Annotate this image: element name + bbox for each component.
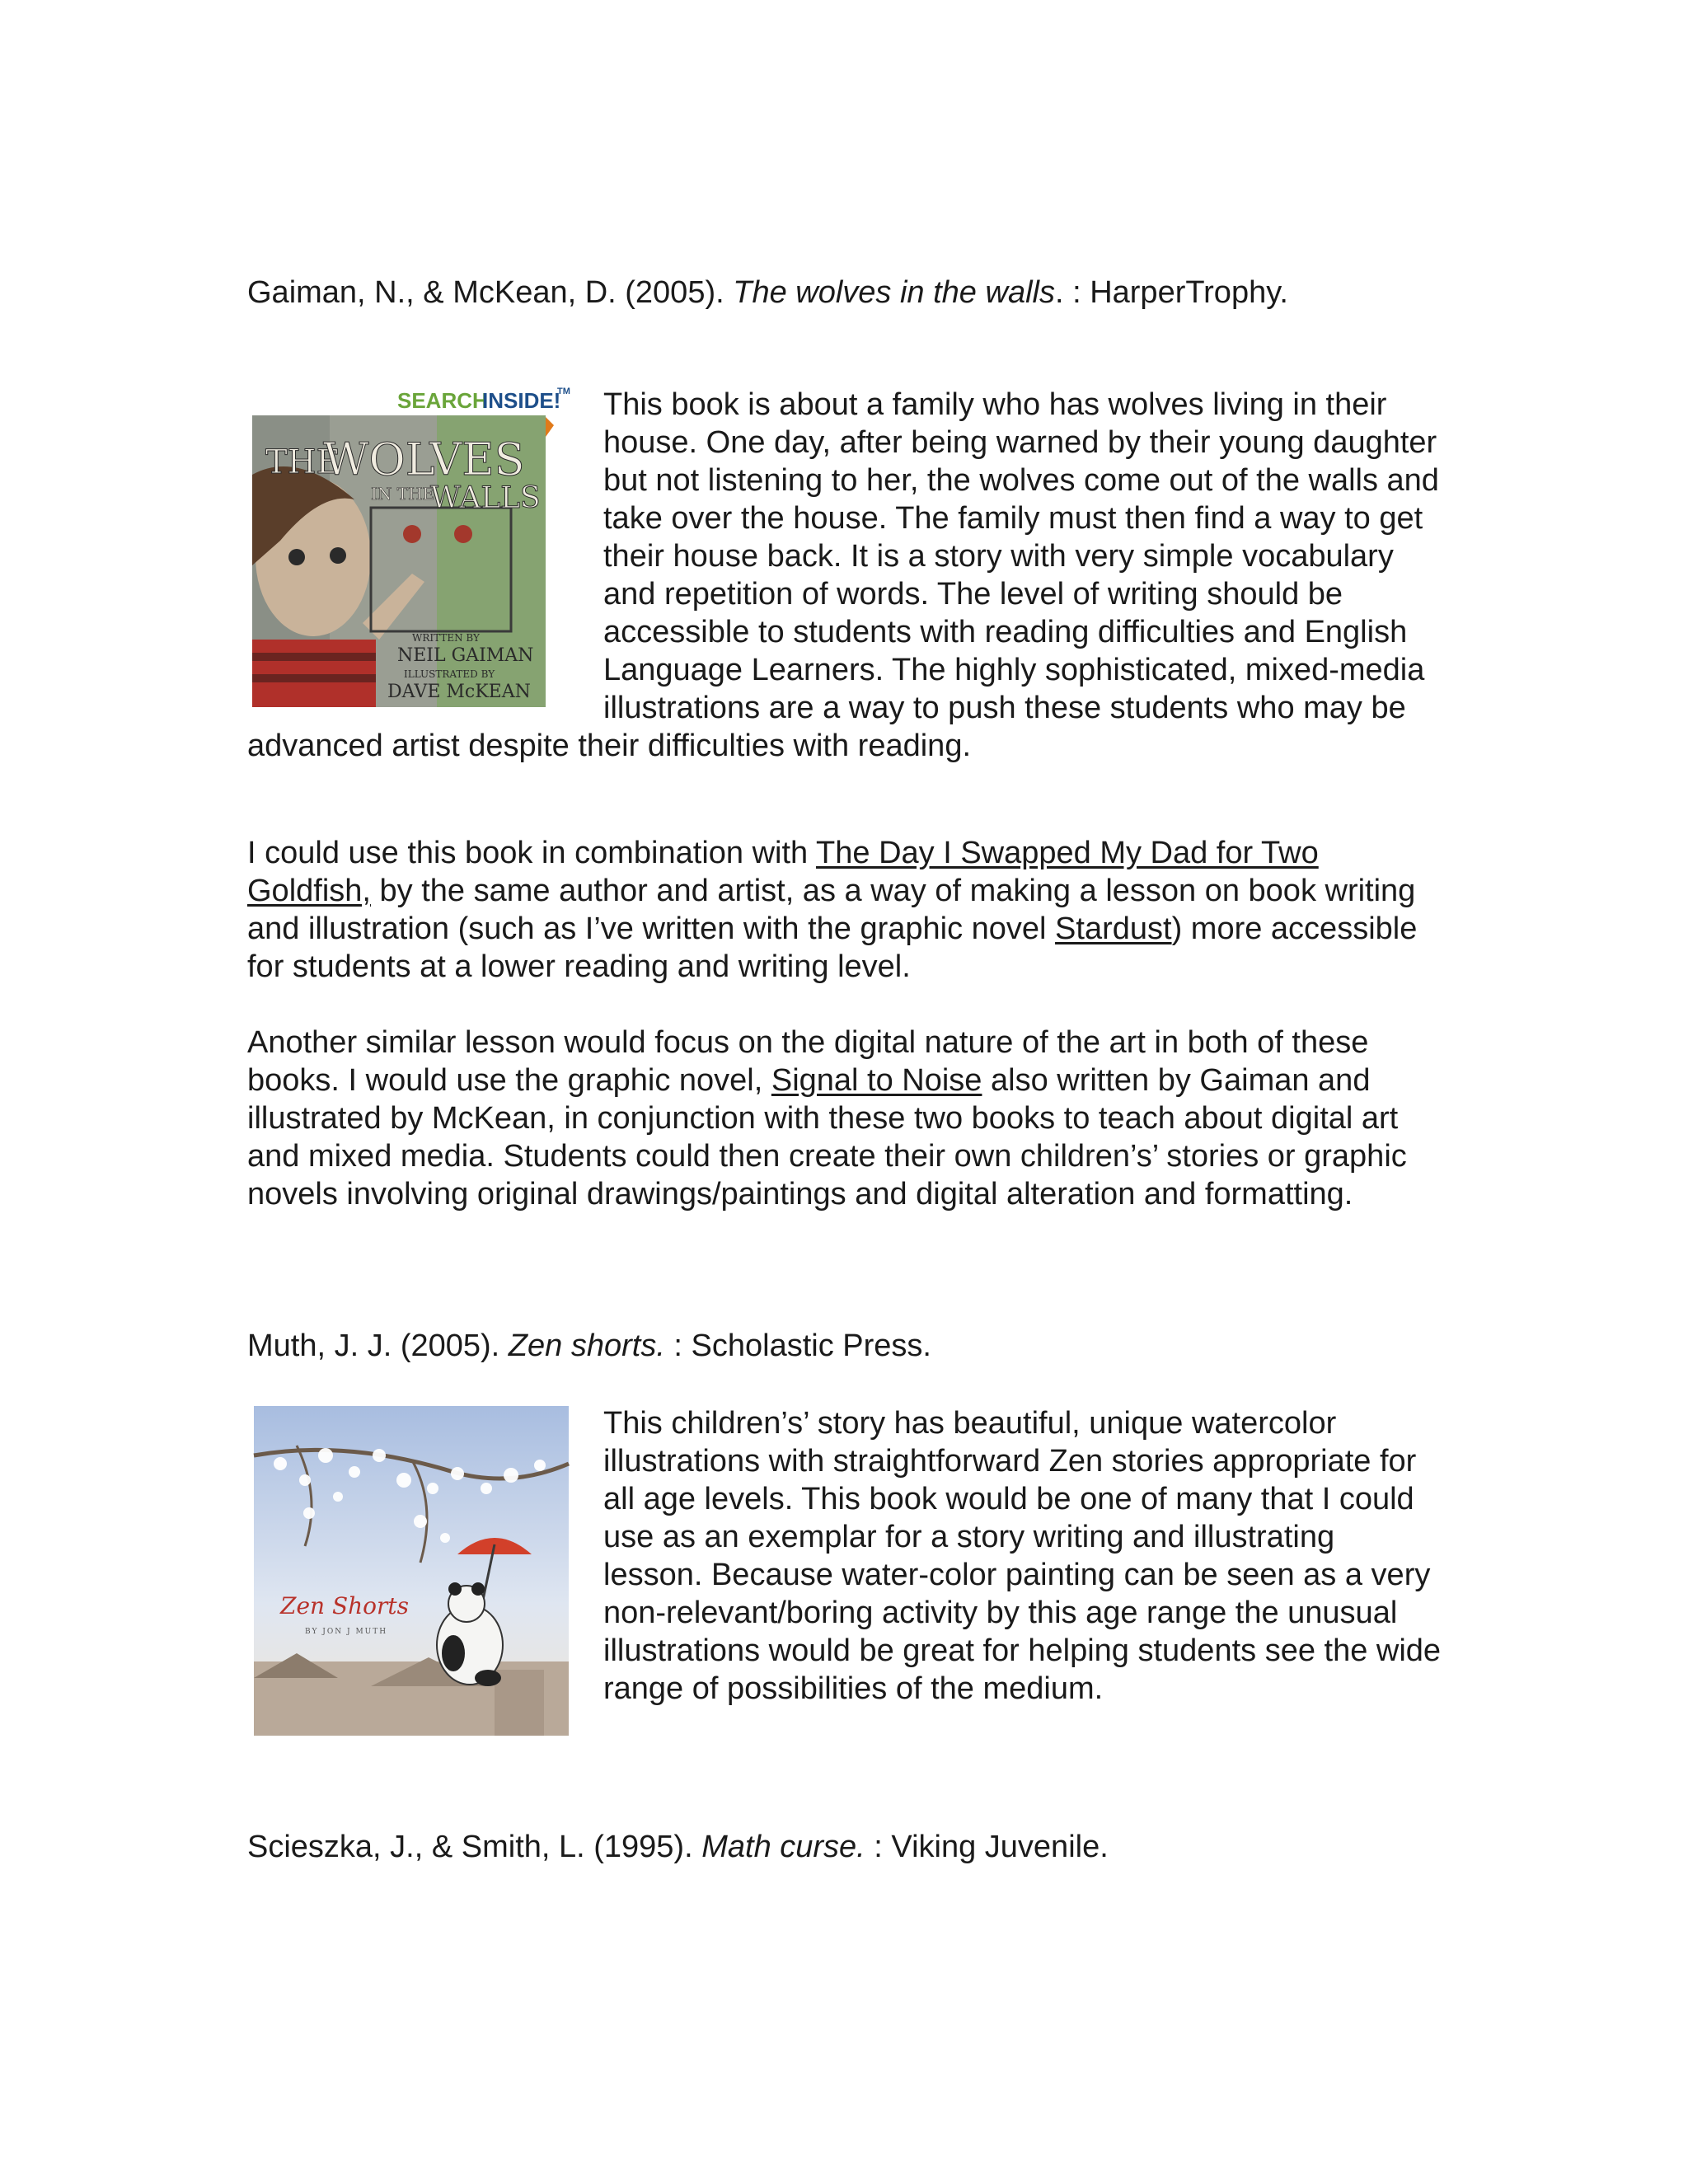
wolf-eye-icon bbox=[454, 525, 472, 543]
girl-eye-right bbox=[330, 547, 346, 564]
badge-inside-text: INSIDE! bbox=[482, 388, 561, 413]
cover-written-by: WRITTEN BY bbox=[412, 632, 480, 644]
citation-publisher: : Viking Juvenile. bbox=[865, 1830, 1109, 1864]
wolves-cover-image bbox=[247, 376, 570, 709]
citation-authors: Gaiman, N., & McKean, D. (2005). bbox=[247, 275, 734, 310]
citation-publisher: : Scholastic Press. bbox=[664, 1329, 931, 1363]
badge-tm-text: TM bbox=[557, 387, 570, 396]
girl-eye-left bbox=[288, 549, 305, 565]
citation-title: Math curse. bbox=[701, 1830, 865, 1864]
zen-cover-title: Zen Shorts bbox=[280, 1592, 410, 1619]
girl-shirt-stripe bbox=[252, 674, 376, 682]
paragraph-text: I could use this book in combination with bbox=[247, 836, 817, 870]
link-signal-to-noise[interactable]: Signal to Noise bbox=[771, 1063, 982, 1098]
paragraph-text: ) more accessible for students at a lower reading and writing level. bbox=[247, 912, 1418, 984]
badge-search-text: SEARCH bbox=[397, 388, 488, 413]
wolves-cover[interactable] bbox=[247, 376, 570, 709]
cover-illustrator: DAVE McKEAN bbox=[387, 682, 531, 702]
wolves-digital-art-paragraph bbox=[247, 1024, 1442, 1213]
cover-title-walls: WALLS bbox=[430, 481, 541, 515]
citation-title: Zen shorts. bbox=[508, 1329, 665, 1363]
wolves-lesson-paragraph bbox=[247, 834, 1442, 986]
panda-arm bbox=[442, 1635, 465, 1671]
paragraph-text: also written by Gaiman and illustrated by McKean, in conjunction with these two books to teach about digital art and mixed media. Students could then create their own children’s’ stories or graphic novels involving original drawings/paintings and digital alteration and formatting. bbox=[247, 1063, 1407, 1212]
citation-title: The wolves in the walls bbox=[733, 275, 1055, 310]
citation-gaiman bbox=[247, 274, 1288, 312]
cover-author: NEIL GAIMAN bbox=[397, 645, 534, 666]
link-day-i-swapped[interactable]: The Day I Swapped My Dad for Two Goldfish, bbox=[247, 836, 1319, 908]
zen-shorts-cover[interactable] bbox=[247, 1406, 570, 1736]
wolf-eye-icon bbox=[403, 525, 421, 543]
citation-scieszka bbox=[247, 1828, 1109, 1866]
panda-ear bbox=[471, 1582, 485, 1596]
cover-illustrated-by: ILLUSTRATED BY bbox=[404, 668, 495, 680]
cover-title-wolves: WOLVES bbox=[323, 434, 525, 485]
wolves-summary: This book is about a family who has wolves living in their house. One day, after being warned by their young daughter but not listening to her, the wolves come out of the walls and take over the house. The family must then find a way to get their house back. It is a story with very simple vocabulary and repetition of words. The level of writing should be accessible to students with reading difficulties and English Language Learners. The highly sophisticated, mixed-media illustrations are a way to push these students who may be advanced artist despite their difficulties with reading. bbox=[247, 387, 1439, 763]
paragraph-text: Another similar lesson would focus on the digital nature of the art in both of these books. I would use the graphic novel, bbox=[247, 1025, 1369, 1098]
rooftop bbox=[495, 1670, 544, 1736]
cover-title-in-the: IN THE bbox=[371, 484, 435, 504]
panda-ear bbox=[448, 1582, 462, 1596]
paragraph-text: by the same author and artist, as a way of making a lesson on book writing and illustration (such as I’ve written with the graphic novel bbox=[247, 874, 1416, 946]
zen-cover-byline: BY JON J MUTH bbox=[305, 1628, 388, 1636]
zen-shorts-summary: This children’s’ story has beautiful, unique watercolor illustrations with straightforward Zen stories appropriate for all age levels. This book would be one of many that I could use as an exemplar for a story writing and illustrating lesson. Because water-color painting can be seen as a very non-relevant/boring activity by this age range the unusual illustrations would be great for helping students see the wide range of possibilities of the medium. bbox=[603, 1406, 1442, 1706]
cover-title-the: THE bbox=[265, 443, 340, 481]
panda-leg bbox=[475, 1670, 501, 1686]
citation-muth bbox=[247, 1327, 931, 1365]
citation-publisher: . : HarperTrophy. bbox=[1054, 275, 1288, 310]
citation-authors: Scieszka, J., & Smith, L. (1995). bbox=[247, 1830, 702, 1864]
girl-shirt bbox=[252, 640, 376, 707]
entry-gaiman-body bbox=[247, 376, 1442, 765]
girl-shirt-stripe bbox=[252, 653, 376, 661]
link-stardust[interactable]: Stardust bbox=[1055, 912, 1172, 946]
entry-muth-body bbox=[247, 1401, 1442, 1736]
zen-shorts-cover-image bbox=[247, 1406, 570, 1736]
citation-authors: Muth, J. J. (2005). bbox=[247, 1329, 509, 1363]
